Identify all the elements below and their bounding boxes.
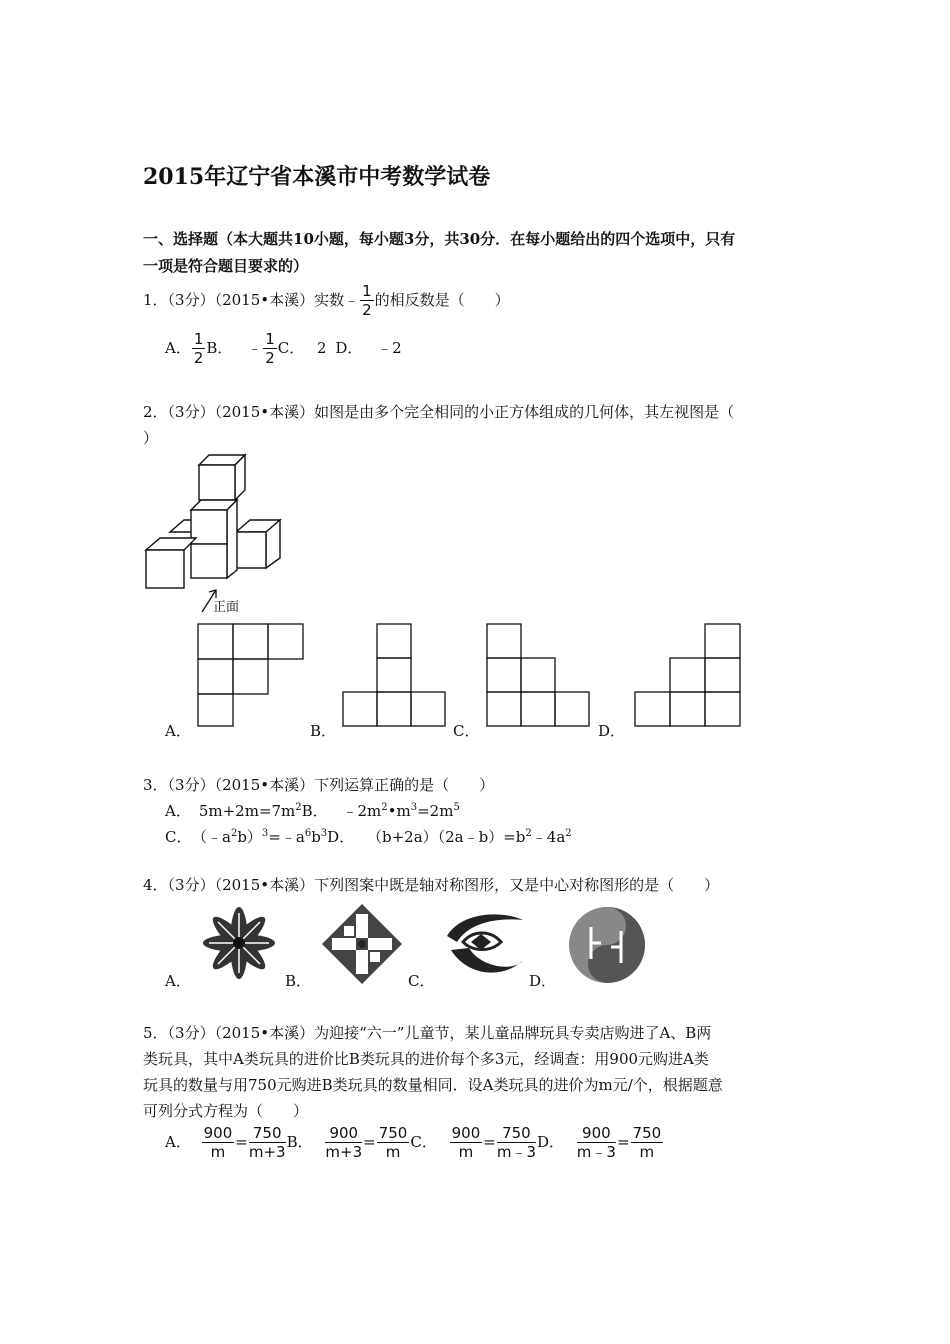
page-title: 2015年辽宁省本溪市中考数学试卷	[143, 164, 491, 190]
option-a-view-figure	[196, 622, 306, 728]
question-5-options: A． $\frac{900}{m}$ = $\frac{750}{m+3}$ B． $\frac{900}{m+3}$ = $\frac{750}{m}$ C． $\frac{900}{m}$ = $\frac{750}{m﹣3}$ D． $\frac{900}{m﹣3}$ = $\frac{750}{m}$	[165, 1124, 662, 1161]
question-5-stem-line1: 5．（3分）（2015•本溪）为迎接“六一”儿童节，某儿童品牌玩具专卖店购进了A、B两	[143, 1024, 712, 1042]
question-5-stem-line3: 玩具的数量与用750元购进B类玩具的数量相同．设A类玩具的进价为m元/个，根据题意	[143, 1076, 723, 1094]
front-direction-label: 正面	[213, 600, 240, 615]
option-b-diamond-pattern-figure	[320, 902, 404, 986]
question-5-stem-line4: 可列分式方程为（ ）	[143, 1102, 309, 1120]
question-2-stem-line2: ）	[143, 429, 159, 447]
option-a-flower-pattern-figure	[198, 902, 280, 984]
q4-option-b-label: B．	[285, 972, 312, 990]
question-4-stem: 4．（3分）（2015•本溪）下列图案中既是轴对称图形，又是中心对称图形的是（ ）	[143, 876, 720, 894]
question-1-options: A． $\frac{1}{2}$ B． ﹣ $\frac{1}{2}$ C． 2 D． ﹣2	[165, 330, 402, 367]
q4-option-d-label: D．	[529, 972, 557, 990]
option-c-label: C．	[453, 722, 480, 740]
question-5-stem-line2: 类玩具，其中A类玩具的进价比B类玩具的进价每个多3元，经调查：用900元购进A类	[143, 1050, 709, 1068]
question-1-stem: 1．（3分）（2015•本溪）实数﹣ $\frac{1}{2}$ 的相反数是（ ）	[143, 282, 510, 319]
question-3-stem: 3．（3分）（2015•本溪）下列运算正确的是（ ）	[143, 776, 495, 794]
q4-option-a-label: A．	[165, 972, 191, 990]
option-b-label: B．	[310, 722, 337, 740]
option-d-view-figure	[633, 622, 745, 728]
option-c-eye-pattern-figure	[441, 906, 527, 982]
option-d-label: D．	[598, 722, 626, 740]
option-d-circle-pattern-figure	[566, 904, 648, 986]
question-3-options-ab: A． $5m+2m=7m^2B$． $﹣2m^2•m^3=2m^5$	[165, 802, 460, 820]
option-b-view-figure	[341, 622, 451, 728]
question-2-stem-line1: 2．（3分）（2015•本溪）如图是由多个完全相同的小正方体组成的几何体，其左视图是（	[143, 403, 735, 421]
option-c-view-figure	[485, 622, 595, 728]
section-heading-line1: 一、选择题（本大题共10小题，每小题3分，共30分．在每小题给出的四个选项中，只有	[143, 230, 736, 248]
option-a-label: A．	[165, 722, 191, 740]
section-heading-line2: 一项是符合题目要求的）	[143, 257, 309, 275]
q4-option-c-label: C．	[408, 972, 435, 990]
cube-solid-figure	[140, 450, 300, 620]
question-3-options-cd: C． $(﹣a^2b)^3=﹣a^6b^3D$． $(b+2a)(2a﹣b)=b^2﹣4a^2$	[165, 828, 572, 846]
